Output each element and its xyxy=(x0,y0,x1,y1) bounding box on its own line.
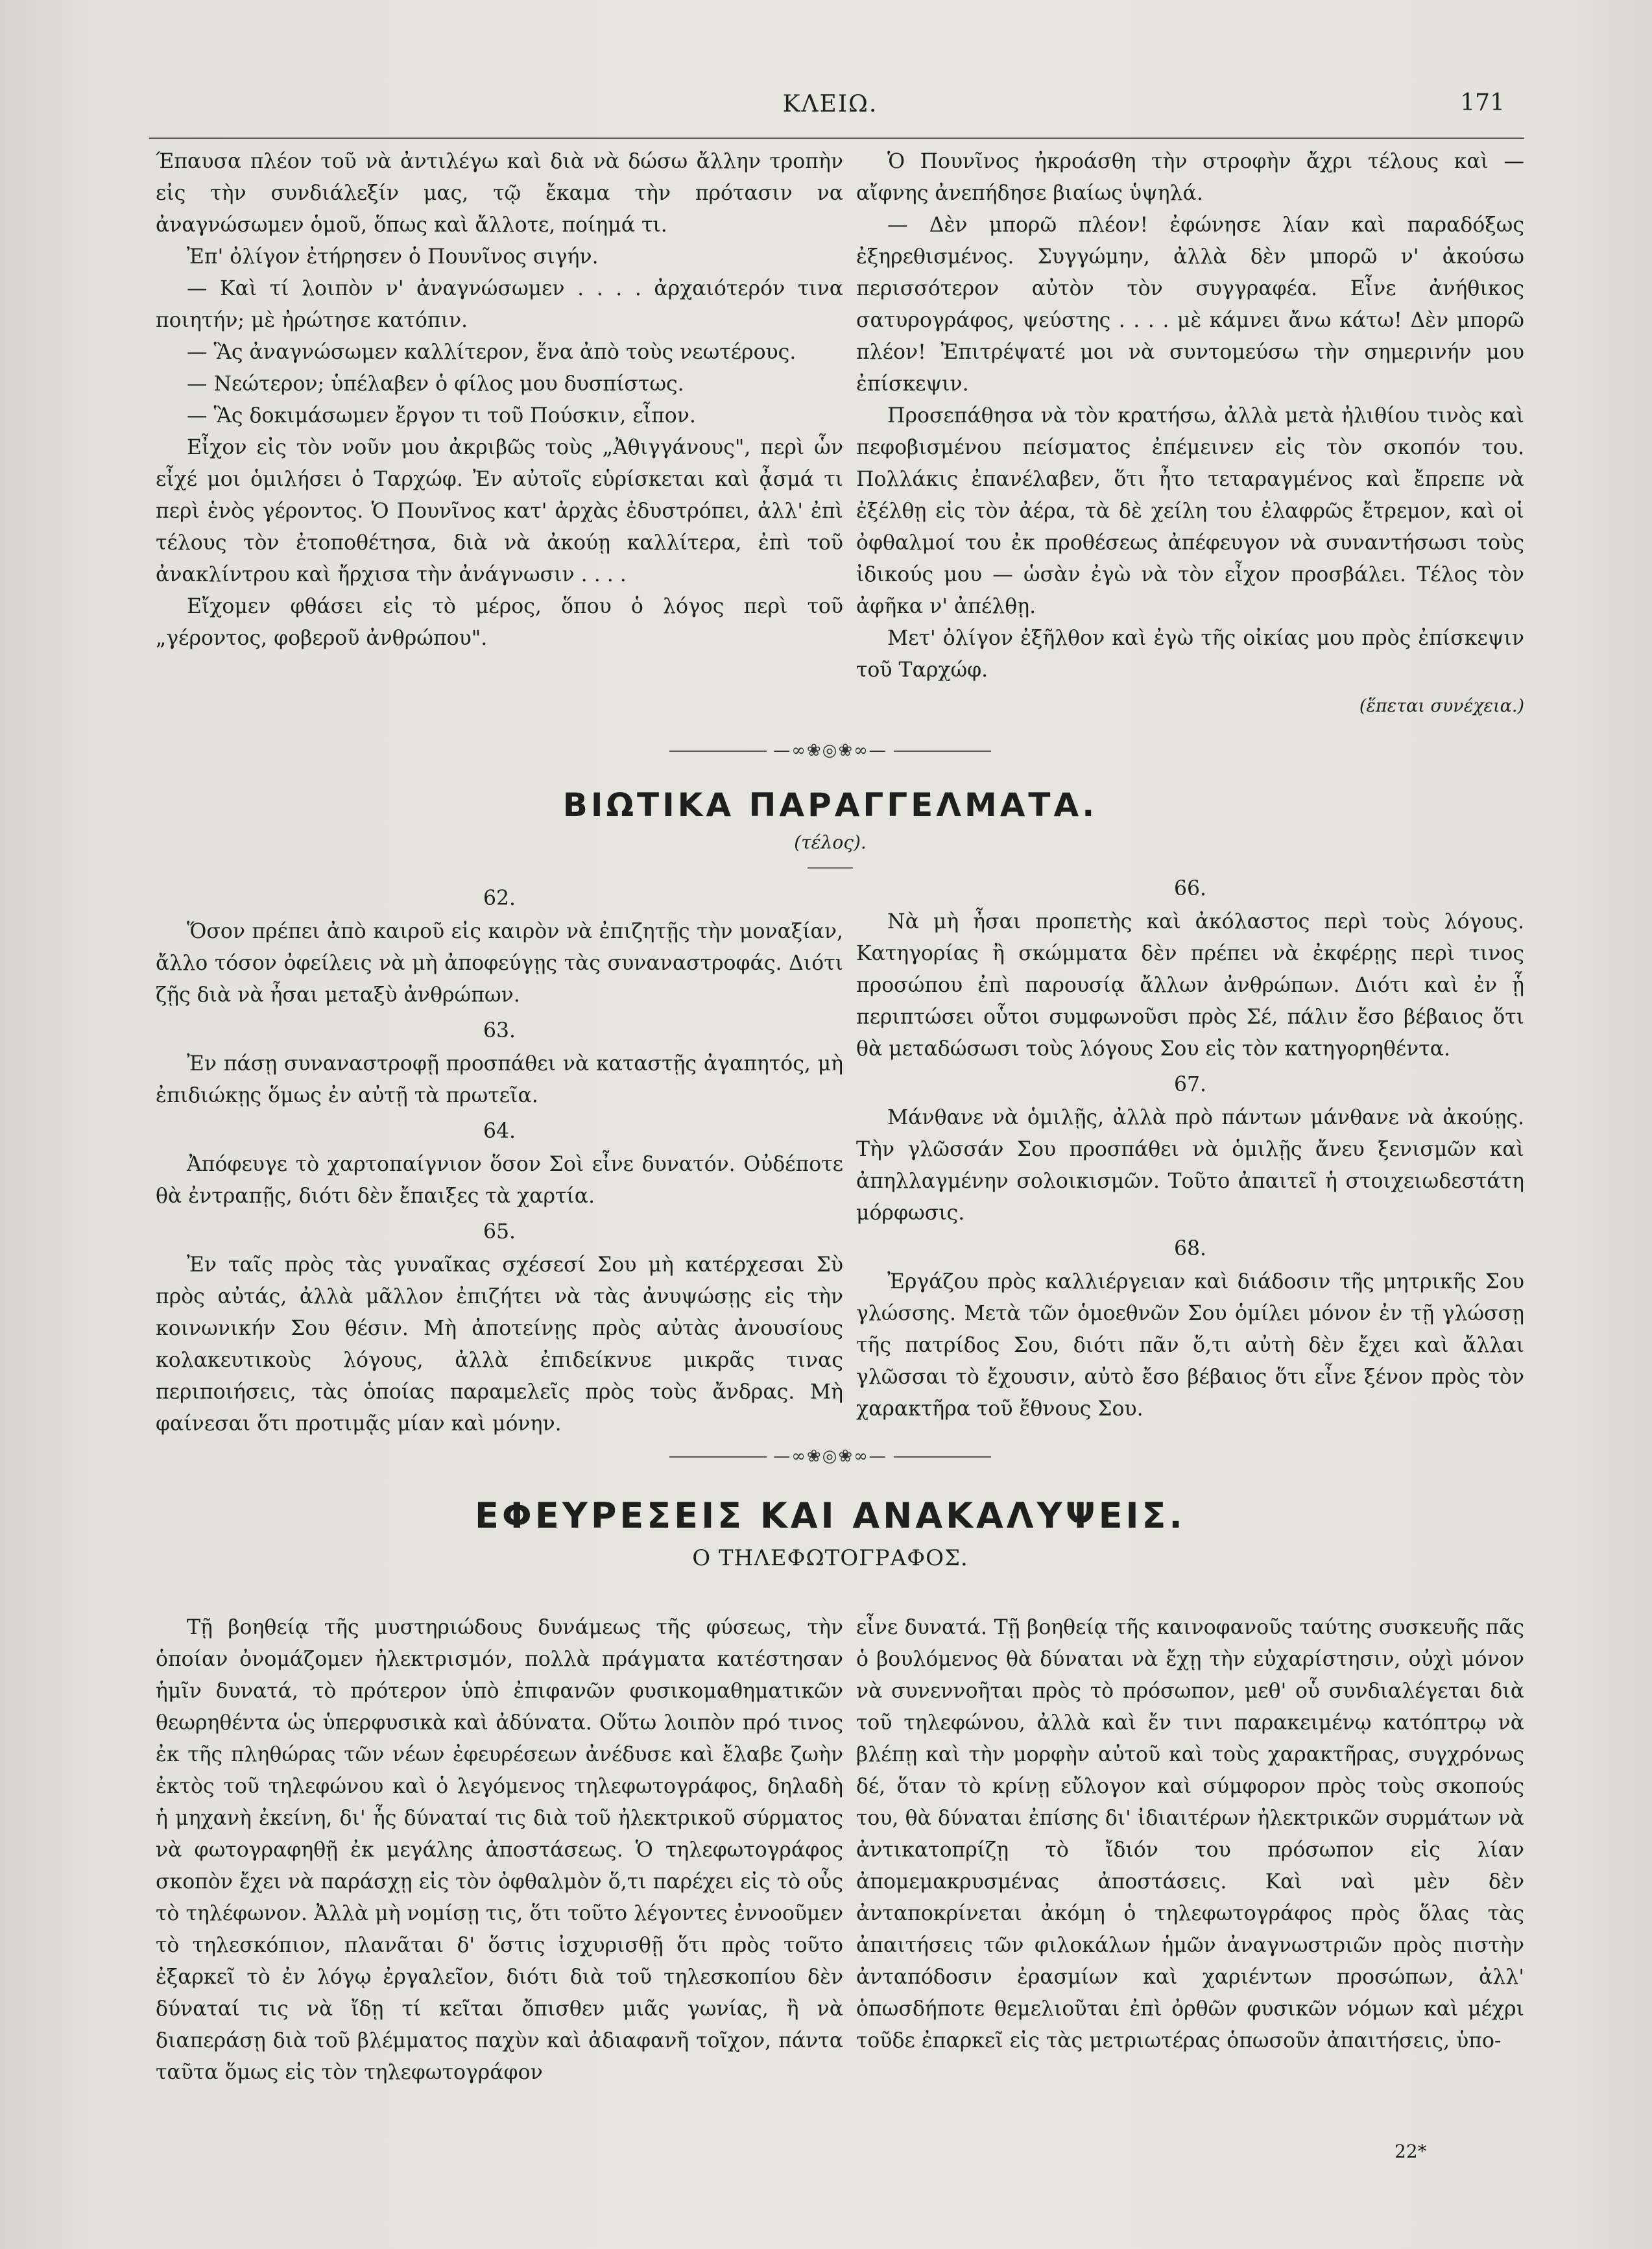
story-paragraph: Εἴχομεν φθάσει εἰς τὸ μέρος, ὅπου ὁ λόγος περὶ τοῦ „γέροντος, φοβεροῦ ἀνθρώπου". xyxy=(156,595,843,650)
ornament-line xyxy=(894,1456,991,1458)
precept-number: 65. xyxy=(483,1220,516,1244)
header-rule xyxy=(149,138,1524,139)
ornament-line xyxy=(669,751,767,752)
subtitle-rule xyxy=(808,867,853,869)
inventions-left-column xyxy=(156,1612,843,2089)
page-number: 171 xyxy=(1460,90,1505,116)
printer-signature: 22* xyxy=(1395,2141,1427,2162)
precept-text: Ὅσον πρέπει ἀπὸ καιροῦ εἰς καιρὸν νὰ ἐπιζητῇς τὴν μοναξίαν, ἄλλο τόσον ὀφείλεις νὰ μὴ ἀποφεύγῃς τὰς συναναστροφάς. Διότι ζῇς διὰ νὰ ἦσαι μεταξὺ ἀνθρώπων. xyxy=(156,920,843,1007)
story-paragraph: Έπαυσα πλέον τοῦ νὰ ἀντιλέγω καὶ διὰ νὰ δώσω ἄλλην τροπὴν εἰς τὴν συνδιάλεξίν μας, τῷ ἔκαμα τὴν πρότασιν να ἀναγνώσωμεν ὁμοῦ, ὅπως καὶ ἄλλοτε, ποίημά τι. xyxy=(156,150,843,237)
story-paragraph: Εἶχον εἰς τὸν νοῦν μου ἀκριβῶς τοὺς „Ἀθιγγάνους", περὶ ὧν εἶχέ μοι ὁμιλήσει ὁ Ταρχώφ. Ἐν αὐτοῖς εὑρίσκεται καὶ ᾆσμά τι περὶ ἑνὸς γέροντος. Ὁ Πουνῖνος κατ' ἀρχὰς ἐδυστρόπει, ἀλλ' ἐπὶ τέλους τὸν ἐτοποθέτησα, διὰ νὰ ἀκούῃ καλλίτερα, ἐπὶ τοῦ ἀνακλίντρου καὶ ἤρχισα τὴν ἀνάγνωσιν . . . . xyxy=(156,436,843,586)
precepts-title: ΒΙΩΤΙΚΑ ΠΑΡΑΓΓΕΛΜΑΤΑ. xyxy=(562,786,1098,824)
ornament-divider xyxy=(668,1447,992,1466)
inventions-right-column xyxy=(856,1612,1524,2057)
ornament-glyph: —∞❀◎❀∞— xyxy=(773,1447,887,1466)
ornament-divider xyxy=(668,741,992,760)
ornament-line xyxy=(669,1456,767,1458)
story-right-column xyxy=(856,146,1524,722)
precept-text: Νὰ μὴ ἦσαι προπετὴς καὶ ἀκόλαστος περὶ τοὺς λόγους. Κατηγορίας ἢ σκώμματα δὲν πρέπει νὰ ἐκφέρῃς περὶ τινος προσώπου ἐπὶ παρουσίᾳ ἄλλων ἀνθρώπων. Διότι καὶ ἐν ᾗ περιπτώσει οὗτοι συμφωνοῦσι πρὸς Σέ, πάλιν ἔσο βέβαιος ὅτι θὰ μεταδώσωσι τοὺς λόγους Σου εἰς τὸν κατηγορηθέντα. xyxy=(856,910,1524,1061)
precepts-left-column xyxy=(156,879,843,1440)
story-paragraph: — Ἃς δοκιμάσωμεν ἔργον τι τοῦ Πούσκιν, εἶπον. xyxy=(187,404,696,427)
story-paragraph: — Νεώτερον; ὑπέλαβεν ὁ φίλος μου δυσπίστως. xyxy=(187,372,684,396)
precepts-right-column xyxy=(856,869,1524,1425)
story-paragraph: — Ἃς ἀναγνώσωμεν καλλίτερον, ἕνα ἀπὸ τοὺς νεωτέρους. xyxy=(187,341,796,364)
story-paragraph: Ὁ Πουνῖνος ἠκροάσθη τὴν στροφὴν ἄχρι τέλους καὶ — αἴφνης ἀνεπήδησε βιαίως ὑψηλά. xyxy=(856,150,1524,205)
precept-number: 67. xyxy=(1173,1073,1207,1096)
journal-title: ΚΛΕΙΩ. xyxy=(782,91,878,117)
ornament-line xyxy=(894,751,991,752)
precept-text: Ἐν ταῖς πρὸς τὰς γυναῖκας σχέσεσί Σου μὴ κατέρχεσαι Σὺ πρὸς αὐτάς, ἀλλὰ μᾶλλον ἐπιζήτει νὰ τὰς ἀνυψώσῃς εἰς τὴν κοινωνικήν Σου θέσιν. Μὴ ἀποτείνῃς πρὸς αὐτὰς ἀνουσίους κολακευτικοὺς λόγους, ἀλλὰ ἐπιδείκνυε μικρᾶς τινας περιποιήσεις, τὰς ὁποίας παραμελεῖς πρὸς τοὺς ἄνδρας. Μὴ φαίνεσαι ὅτι προτιμᾷς μίαν καὶ μόνην. xyxy=(156,1253,843,1436)
inventions-paragraph: εἶνε δυνατά. Τῇ βοηθείᾳ τῆς καινοφανοῦς ταύτης συσκευῆς πᾶς ὁ βουλόμενος θὰ δύναται νὰ ἔχῃ τὴν εὐχαρίστησιν, οὐχὶ μόνον νὰ συνεννοῆται πρὸς τὸ πρόσωπον, μεθ' οὗ συνδιαλέγεται διὰ τοῦ τηλεφώνου, ἀλλὰ καὶ ἔν τινι παρακειμένῳ κατόπτρῳ νὰ βλέπῃ καὶ τὴν μορφὴν αὐτοῦ καὶ τοὺς χαρακτῆρας, συγχρόνως δέ, ὅταν τὸ κρίνῃ εὔλογον καὶ σύμφορον πρὸς τοὺς σκοπούς του, θὰ δύναται ἐπίσης δι' ἰδιαιτέρων ἠλεκτρικῶν συρμάτων νὰ ἀντικατοπρίζῃ τὸ ἴδιόν του πρόσωπον εἰς λίαν ἀπομεμακρυσμένας ἀποστάσεις. Καὶ ναὶ μὲν δὲν ἀνταποκρίνεται ἀκόμη ὁ τηλεφωτογράφος πρὸς ὅλας τὰς ἀπαιτήσεις τῶν φιλοκάλων ἡμῶν ἀναγνωστριῶν πρὸς πιστὴν ἀνταπόδοσιν ἐρασμίων καὶ χαριέντων προσώπων, ἀλλ' ὁπωσδήποτε θεμελιοῦται ἐπὶ ὀρθῶν φυσικῶν νόμων καὶ μέχρι τοῦδε ἐπαρκεῖ εἰς τὰς μετριωτέρας ὁπωσοῦν ἀπαιτήσεις, ὑπο- xyxy=(856,1616,1524,2052)
precept-text: Μάνθανε νὰ ὁμιλῇς, ἀλλὰ πρὸ πάντων μάνθανε νὰ ἀκούῃς. Τὴν γλῶσσάν Σου προσπάθει νὰ ὁμιλῇς ἄνευ ξενισμῶν καὶ ἀπηλλαγμένην σολοικισμῶν. Τοῦτο ἀπαιτεῖ ἡ στοιχειωδεστάτη μόρφωσις. xyxy=(856,1106,1524,1225)
precept-number: 66. xyxy=(1173,877,1207,900)
precept-text: Ἐν πάσῃ συναναστροφῇ προσπάθει νὰ καταστῇς ἀγαπητός, μὴ ἐπιδιώκῃς ὅμως ἐν αὐτῇ τὰ πρωτεῖα. xyxy=(156,1052,843,1107)
story-paragraph: — Δὲν μπορῶ πλέον! ἐφώνησε λίαν καὶ παραδόξως ἐξηρεθισμένος. Συγγώμην, ἀλλὰ δὲν μπορῶ ν' ἀκούσω περισσότερον αὐτὸν τὸν συγγραφέα. Εἶνε ἀνήθικος σατυρογράφος, ψεύστης . . . . μὲ κάμνει ἄνω κάτω! Δὲν μπορῶ πλέον! Ἐπιτρέψατέ μοι νὰ συντομεύσω τὴν σημερινήν μου ἐπίσκεψιν. xyxy=(856,213,1524,396)
continued-note: (ἕπεται συνέχεια.) xyxy=(1359,696,1524,716)
precept-number: 68. xyxy=(1173,1237,1207,1260)
story-paragraph: Μετ' ὀλίγον ἐξῆλθον καὶ ἐγὼ τῆς οἰκίας μου πρὸς ἐπίσκεψιν τοῦ Ταρχώφ. xyxy=(856,627,1524,682)
precept-number: 63. xyxy=(483,1019,516,1042)
story-left-column xyxy=(156,146,843,655)
ornament-glyph: —∞❀◎❀∞— xyxy=(773,741,887,760)
precept-text: Ἐργάζου πρὸς καλλιέργειαν καὶ διάδοσιν τῆς μητρικῆς Σου γλώσσης. Μετὰ τῶν ὁμοεθνῶν Σου ὁμίλει μόνον ἐν τῇ γλώσσῃ τῆς πατρίδος Σου, διότι πᾶν ὅ,τι αὐτὴ δὲν ἔχει καὶ ἄλλαι γλῶσσαι τὸ ἔχουσιν, αὐτὸ ἔσο βέβαιος ὅτι εἶνε ξένον πρὸς τὸν χαρακτῆρα τοῦ ἔθνους Σου. xyxy=(856,1270,1524,1421)
inventions-paragraph: Τῇ βοηθείᾳ τῆς μυστηριώδους δυνάμεως τῆς φύσεως, τὴν ὁποίαν ὀνομάζομεν ἠλεκτρισμόν, πολλὰ πράγματα κατέστησαν ἡμῖν δυνατά, τὸ πρότερον ὑπὸ ἐπιφανῶν φυσικομαθηματικῶν θεωρηθέντα ὡς ὑπερφυσικὰ καὶ ἀδύνατα. Οὕτω λοιπὸν πρό τινος ἐκ τῆς πληθώρας τῶν νέων ἐφευρέσεων ἀνέδυσε καὶ ἔλαβε ζωὴν ἐκτὸς τοῦ τηλεφώνου καὶ ὁ λεγόμενος τηλεφωτογράφος, δηλαδὴ ἡ μηχανὴ ἐκείνη, δι' ἧς δύναταί τις διὰ τοῦ ἠλεκτρικοῦ σύρματος νὰ φωτογραφηθῇ ἐκ μεγάλης ἀποστάσεως. Ὁ τηλεφωτογράφος σκοπὸν ἔχει νὰ παράσχῃ εἰς τὸν ὀφθαλμὸν ὅ,τι παρέχει εἰς τὸ οὖς τὸ τηλέφωνον. Ἀλλὰ μὴ νομίσῃ τις, ὅτι τοῦτο λέγοντες ἐννοοῦμεν τὸ τηλεσκόπιον, πλανᾶται δ' ὅστις ἰσχυρισθῇ ὅτι πρὸς τοῦτο ἐξαρκεῖ τὸ ἐν λόγῳ ἐργαλεῖον, διότι διὰ τοῦ τηλεσκοπίου δὲν δύναταί τις νὰ ἴδῃ τί κεῖται ὄπισθεν μιᾶς γωνίας, ἢ νὰ διαπεράσῃ διὰ τοῦ βλέμματος παχὺν καὶ ἀδιαφανῆ τοῖχον, πάντα ταῦτα ὅμως εἰς τὸν τηλεφωτογράφον xyxy=(156,1616,843,2084)
precepts-subtitle: (τέλος). xyxy=(794,832,867,853)
precept-text: Ἀπόφευγε τὸ χαρτοπαίγνιον ὅσον Σοὶ εἶνε δυνατόν. Οὐδέποτε θὰ ἐντραπῇς, διότι δὲν ἔπαιξες τὰ χαρτία. xyxy=(156,1153,843,1208)
story-paragraph: — Καὶ τί λοιπὸν ν' ἀναγνώσωμεν . . . . ἀρχαιότερόν τινα ποιητήν; μὲ ἠρώτησε κατόπιν. xyxy=(156,277,843,332)
inventions-subtitle: Ο ΤΗΛΕΦΩΤΟΓΡΑΦΟΣ. xyxy=(692,1545,968,1571)
story-paragraph: Ἐπ' ὀλίγον ἐτήρησεν ὁ Πουνῖνος σιγήν. xyxy=(187,245,599,269)
precept-number: 64. xyxy=(483,1120,516,1143)
precept-number: 62. xyxy=(483,887,516,910)
inventions-title: ΕΦΕΥΡΕΣΕΙΣ ΚΑΙ ΑΝΑΚΑΛΥΨΕΙΣ. xyxy=(475,1495,1186,1536)
story-paragraph: Προσεπάθησα νὰ τὸν κρατήσω, ἀλλὰ μετὰ ἠλιθίου τινὸς καὶ πεφοβισμένου πείσματος ἐπέμεινεν εἰς τὸν σκοπόν του. Πολλάκις ἐπανέλαβεν, ὅτι ἦτο τεταραγμένος καὶ ἔπρεπε νὰ ἐξέλθῃ εἰς τὸν ἀέρα, τὰ δὲ χείλη του ἐλαφρῶς ἔτρεμον, καὶ οἱ ὀφθαλμοί του ἐκ προθέσεως ἀπέφευγον νὰ συναντήσωσι τοὺς ἰδικούς μου — ὡσὰν ἐγὼ νὰ τὸν εἶχον προσβάλει. Τέλος τὸν ἀφῆκα ν' ἀπέλθῃ. xyxy=(856,404,1524,618)
